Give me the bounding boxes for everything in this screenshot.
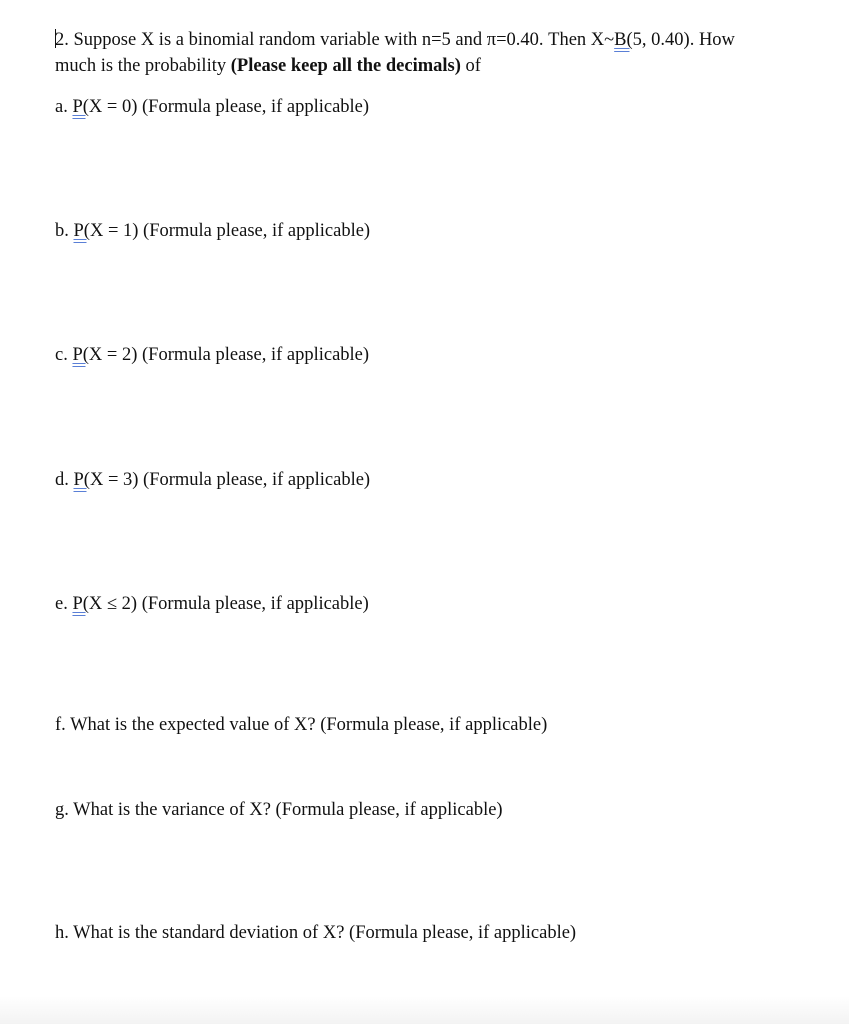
question-number: 2 bbox=[55, 30, 65, 50]
item-text: X = 0) (Formula please, if applicable) bbox=[88, 97, 370, 117]
question-line-2 bbox=[55, 54, 481, 78]
item-text: X = 1) (Formula please, if applicable) bbox=[89, 221, 371, 241]
item-prefix: c. bbox=[55, 345, 73, 365]
item-h bbox=[55, 921, 576, 945]
item-text: h. What is the standard deviation of X? (Formula please, if applicable) bbox=[55, 923, 577, 943]
item-text: X ≤ 2) (Formula please, if applicable) bbox=[88, 594, 369, 614]
question-text-end: of bbox=[460, 56, 481, 76]
item-prefix: a. bbox=[55, 97, 73, 117]
item-text: X = 3) (Formula please, if applicable) bbox=[89, 470, 371, 490]
question-text: . Suppose X is a binomial random variable with n=5 and π=0.40. Then X~ bbox=[64, 30, 615, 50]
item-a bbox=[55, 95, 369, 119]
spellcheck-underline: P( bbox=[73, 470, 90, 490]
page-bottom-edge bbox=[0, 996, 849, 1024]
spellcheck-underline: P( bbox=[72, 345, 89, 365]
bold-instruction: (Please keep all the decimals) bbox=[230, 56, 461, 76]
item-prefix: d. bbox=[55, 470, 74, 490]
spellcheck-underline: P( bbox=[72, 97, 89, 117]
item-text: f. What is the expected value of X? (Formula please, if applicable) bbox=[55, 715, 548, 735]
question-text: much is the probability bbox=[55, 56, 231, 76]
item-text: X = 2) (Formula please, if applicable) bbox=[88, 345, 370, 365]
spellcheck-underline: B( bbox=[614, 30, 633, 50]
item-e bbox=[55, 592, 369, 616]
item-prefix: b. bbox=[55, 221, 74, 241]
item-text: g. What is the variance of X? (Formula please, if applicable) bbox=[55, 800, 503, 820]
question-text-end: 5, 0.40). How bbox=[632, 30, 735, 50]
item-f bbox=[55, 713, 547, 737]
spellcheck-underline: P( bbox=[73, 221, 90, 241]
item-c bbox=[55, 343, 369, 367]
item-g bbox=[55, 798, 503, 822]
item-d bbox=[55, 468, 370, 492]
spellcheck-underline: P( bbox=[72, 594, 89, 614]
item-b bbox=[55, 219, 370, 243]
question-line-1 bbox=[55, 28, 735, 52]
item-prefix: e. bbox=[55, 594, 73, 614]
